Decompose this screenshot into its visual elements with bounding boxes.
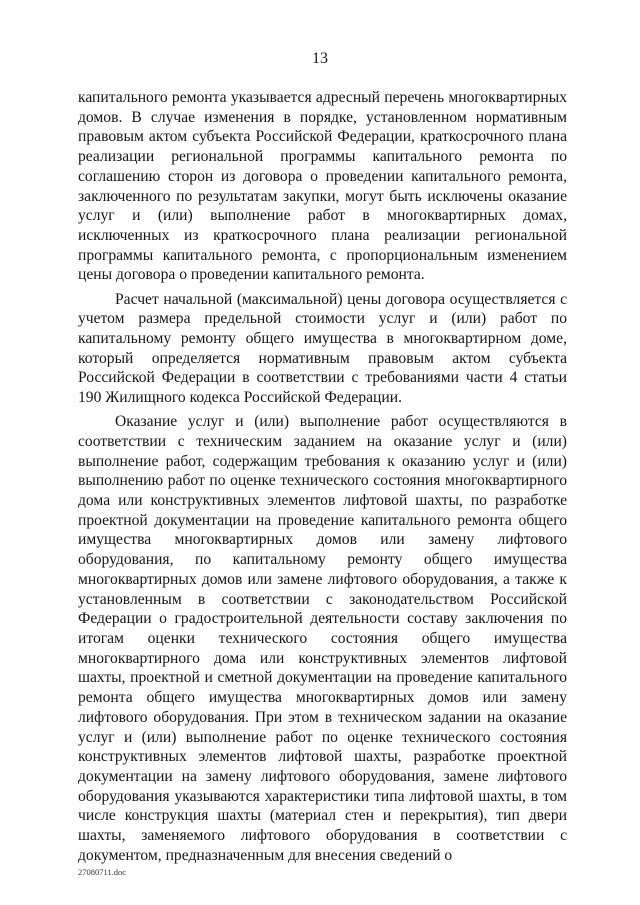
page-number: 13 — [312, 50, 328, 67]
document-body — [78, 88, 567, 870]
document-file-code: 27080711.doc — [78, 867, 127, 877]
paragraph-continuation: капитального ремонта указывается адресный перечень многоквартирных домов. В случае изменения в порядке, установленном нормативным правовым актом субъекта Российской Федерации, краткосрочного плана реализации региональной программы капитального ремонта по соглашению сторон из договора о проведении капитального ремонта, заключенного по результатам закупки, могут быть исключены оказание услуг и (или) выполнение работ в многоквартирных домах, исключенных из краткосрочного плана реализации региональной программы капитального ремонта, с пропорциональным изменением цены договора о проведении капитального ремонта. — [78, 89, 567, 284]
paragraph-technical-assignment: Оказание услуг и (или) выполнение работ осуществляются в соответствии с техническим заданием на оказание услуг и (или) выполнение работ, содержащим требования к оказанию услуг и (или) выполнению работ по оценке технического состояния многоквартирного дома или конструктивных элементов лифтовой шахты, по разработке проектной документации на проведение капитального ремонта общего имущества многоквартирных домов или замену лифтового оборудования, по капитальному ремонту общего имущества многоквартирных домов или замене лифтового оборудования, а также к установленным в соответствии с законодательством Российской Федерации о градостроительной деятельности составу заключения по итогам оценки технического состояния общего имущества многоквартирного дома или конструктивных элементов лифтовой шахты, проектной и сметной документации на проведение капитального ремонта общего имущества многоквартирных домов или замену лифтового оборудования. При этом в техническом задании на оказание услуг и (или) выполнение работ по оценке технического состояния конструктивных элементов лифтовой шахты, разработке проектной документации на замену лифтового оборудования, замене лифтового оборудования указываются характеристики типа лифтовой шахты, в том числе конструкция шахты (материал стен и перекрытия), тип двери шахты, заменяемого лифтового оборудования в соответствии с документом, предназначенным для внесения сведений о — [78, 413, 567, 864]
paragraph-price-calculation: Расчет начальной (максимальной) цены договора осуществляется с учетом размера предельной стоимости услуг и (или) работ по капитальному ремонту общего имущества в многоквартирном доме, который определяется нормативным правовым актом субъекта Российской Федерации в соответствии с требованиями части 4 статьи 190 Жилищного кодекса Российской Федерации. — [78, 290, 567, 407]
